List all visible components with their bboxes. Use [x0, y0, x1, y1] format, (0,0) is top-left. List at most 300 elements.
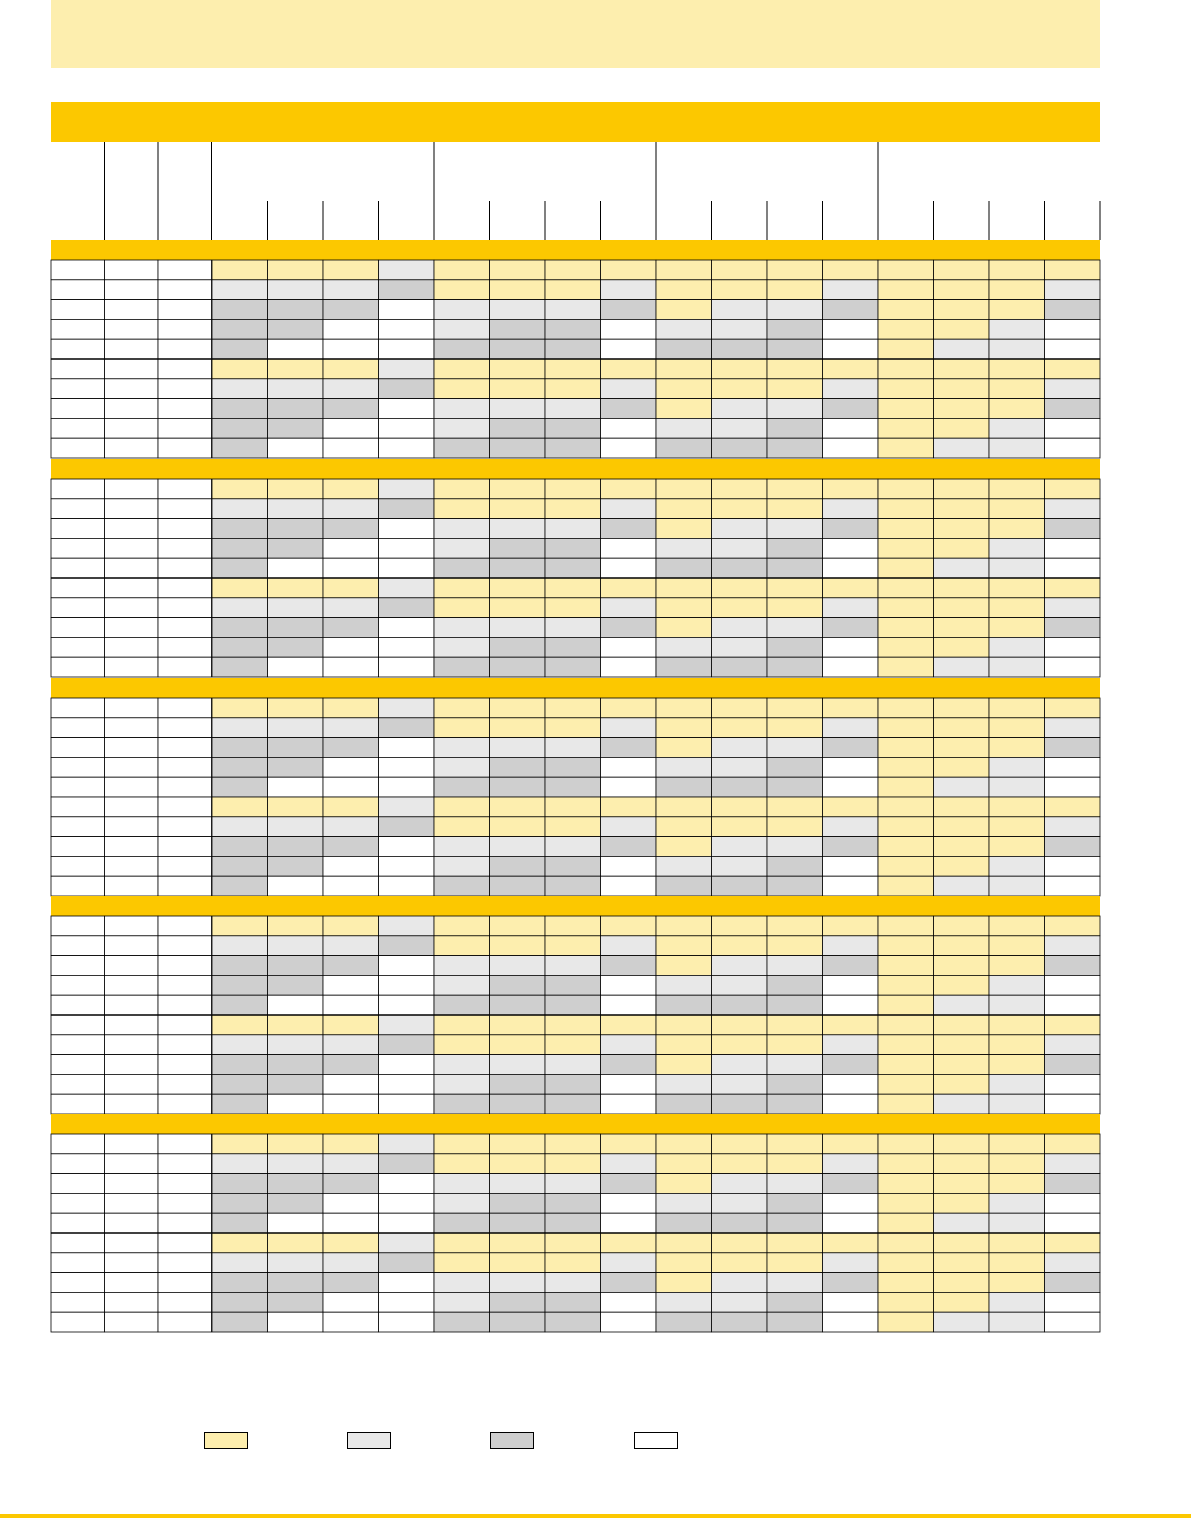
status-cell — [490, 757, 546, 777]
status-cell — [379, 936, 435, 956]
status-cell — [878, 718, 934, 738]
status-cell — [490, 1312, 546, 1332]
status-cell — [434, 1312, 490, 1332]
status-cell — [878, 399, 934, 419]
status-cell — [268, 1035, 324, 1055]
status-cell — [1045, 479, 1101, 499]
status-cell — [601, 1035, 657, 1055]
status-cell — [989, 876, 1045, 896]
table-cell — [158, 698, 212, 718]
status-cell — [767, 1035, 823, 1055]
status-cell — [323, 1233, 379, 1253]
status-cell — [434, 916, 490, 936]
status-cell — [434, 1273, 490, 1293]
status-cell — [1045, 538, 1101, 558]
status-cell — [1045, 837, 1101, 857]
status-cell — [767, 1312, 823, 1332]
status-cell — [934, 1055, 990, 1075]
status-cell — [878, 280, 934, 300]
status-cell — [379, 379, 435, 399]
table-cell — [51, 1015, 105, 1035]
section-band — [51, 459, 1100, 479]
status-cell — [268, 936, 324, 956]
status-cell — [934, 319, 990, 339]
status-cell — [268, 1134, 324, 1154]
status-cell — [989, 319, 1045, 339]
status-cell — [434, 956, 490, 976]
status-cell — [379, 1312, 435, 1332]
status-cell — [1045, 399, 1101, 419]
status-cell — [712, 797, 768, 817]
status-cell — [767, 916, 823, 936]
status-cell — [656, 359, 712, 379]
table-cell — [51, 777, 105, 797]
status-cell — [490, 1292, 546, 1312]
table-cell — [105, 359, 159, 379]
status-cell — [268, 657, 324, 677]
status-cell — [268, 260, 324, 280]
status-cell — [656, 538, 712, 558]
status-cell — [989, 698, 1045, 718]
status-cell — [712, 339, 768, 359]
status-cell — [434, 578, 490, 598]
status-cell — [989, 479, 1045, 499]
status-cell — [878, 558, 934, 578]
status-cell — [656, 817, 712, 837]
status-cell — [1045, 319, 1101, 339]
status-cell — [934, 538, 990, 558]
table-cell — [158, 718, 212, 738]
status-cell — [379, 578, 435, 598]
status-cell — [212, 618, 268, 638]
status-cell — [823, 418, 879, 438]
status-cell — [212, 1015, 268, 1035]
status-cell — [323, 1094, 379, 1114]
status-cell — [545, 1015, 601, 1035]
status-cell — [545, 1134, 601, 1154]
table-cell — [51, 379, 105, 399]
status-cell — [767, 558, 823, 578]
status-cell — [545, 916, 601, 936]
status-cell — [323, 936, 379, 956]
status-cell — [601, 418, 657, 438]
status-cell — [878, 1312, 934, 1332]
status-cell — [656, 1134, 712, 1154]
status-cell — [656, 438, 712, 458]
status-cell — [268, 479, 324, 499]
status-cell — [656, 975, 712, 995]
status-cell — [268, 916, 324, 936]
status-cell — [712, 1213, 768, 1233]
status-cell — [268, 1292, 324, 1312]
status-cell — [323, 738, 379, 758]
status-cell — [878, 1213, 934, 1233]
status-cell — [712, 399, 768, 419]
status-cell — [323, 438, 379, 458]
status-cell — [878, 618, 934, 638]
status-cell — [1045, 995, 1101, 1015]
status-cell — [268, 797, 324, 817]
status-cell — [268, 519, 324, 539]
status-cell — [767, 1193, 823, 1213]
status-cell — [379, 975, 435, 995]
status-cell — [656, 1055, 712, 1075]
status-cell — [490, 1015, 546, 1035]
status-cell — [712, 975, 768, 995]
status-cell — [656, 1213, 712, 1233]
status-cell — [434, 319, 490, 339]
table-cell — [105, 876, 159, 896]
status-cell — [712, 519, 768, 539]
status-cell — [712, 956, 768, 976]
status-cell — [989, 817, 1045, 837]
status-cell — [434, 777, 490, 797]
status-cell — [490, 1193, 546, 1213]
status-cell — [656, 1174, 712, 1194]
status-cell — [712, 1094, 768, 1114]
status-cell — [268, 578, 324, 598]
table-cell — [51, 718, 105, 738]
status-cell — [989, 618, 1045, 638]
table-cell — [51, 1213, 105, 1233]
status-cell — [434, 438, 490, 458]
status-cell — [601, 1074, 657, 1094]
status-cell — [601, 598, 657, 618]
status-cell — [656, 1312, 712, 1332]
status-cell — [323, 1134, 379, 1154]
status-cell — [434, 1015, 490, 1035]
status-cell — [823, 777, 879, 797]
status-cell — [490, 738, 546, 758]
status-cell — [323, 876, 379, 896]
status-cell — [212, 339, 268, 359]
status-cell — [379, 777, 435, 797]
status-cell — [212, 1233, 268, 1253]
status-cell — [712, 1174, 768, 1194]
status-cell — [490, 1094, 546, 1114]
table-cell — [105, 618, 159, 638]
status-cell — [989, 399, 1045, 419]
status-cell — [601, 300, 657, 320]
status-cell — [545, 698, 601, 718]
status-cell — [1045, 1055, 1101, 1075]
status-cell — [934, 1015, 990, 1035]
status-cell — [545, 837, 601, 857]
status-cell — [1045, 418, 1101, 438]
status-cell — [268, 975, 324, 995]
status-cell — [878, 1253, 934, 1273]
status-cell — [379, 1154, 435, 1174]
status-cell — [1045, 1312, 1101, 1332]
status-cell — [712, 438, 768, 458]
status-cell — [989, 438, 1045, 458]
status-cell — [656, 1035, 712, 1055]
status-cell — [989, 558, 1045, 578]
status-cell — [490, 1233, 546, 1253]
status-cell — [490, 260, 546, 280]
table-cell — [105, 399, 159, 419]
status-cell — [268, 995, 324, 1015]
status-cell — [268, 1154, 324, 1174]
status-cell — [379, 817, 435, 837]
status-cell — [323, 558, 379, 578]
legend-swatch-yellow — [204, 1432, 248, 1449]
status-cell — [989, 519, 1045, 539]
status-cell — [989, 837, 1045, 857]
status-cell — [601, 399, 657, 419]
status-cell — [878, 777, 934, 797]
status-cell — [379, 1035, 435, 1055]
table-cell — [51, 1233, 105, 1253]
status-cell — [212, 1312, 268, 1332]
status-cell — [268, 1094, 324, 1114]
status-cell — [268, 1233, 324, 1253]
status-cell — [767, 956, 823, 976]
status-cell — [434, 418, 490, 438]
status-cell — [268, 359, 324, 379]
status-cell — [323, 837, 379, 857]
status-cell — [767, 300, 823, 320]
status-cell — [323, 1253, 379, 1273]
status-cell — [878, 479, 934, 499]
table-cell — [51, 519, 105, 539]
status-cell — [767, 1154, 823, 1174]
status-cell — [767, 578, 823, 598]
status-cell — [1045, 637, 1101, 657]
status-cell — [934, 379, 990, 399]
status-cell — [878, 1233, 934, 1253]
status-cell — [989, 578, 1045, 598]
status-cell — [767, 538, 823, 558]
status-cell — [601, 1312, 657, 1332]
status-cell — [878, 260, 934, 280]
status-cell — [656, 618, 712, 638]
status-cell — [434, 718, 490, 738]
status-cell — [601, 1193, 657, 1213]
table-cell — [105, 1015, 159, 1035]
status-cell — [656, 379, 712, 399]
table-cell — [105, 499, 159, 519]
status-cell — [434, 856, 490, 876]
status-cell — [601, 916, 657, 936]
table-cell — [158, 1273, 212, 1293]
status-cell — [601, 856, 657, 876]
status-cell — [490, 817, 546, 837]
status-cell — [656, 1193, 712, 1213]
status-cell — [878, 1035, 934, 1055]
status-cell — [823, 637, 879, 657]
status-cell — [323, 1154, 379, 1174]
status-cell — [379, 260, 435, 280]
status-cell — [268, 280, 324, 300]
status-cell — [545, 1253, 601, 1273]
table-cell — [158, 876, 212, 896]
status-cell — [490, 1134, 546, 1154]
table-cell — [51, 1094, 105, 1114]
status-cell — [379, 319, 435, 339]
status-cell — [656, 757, 712, 777]
status-cell — [490, 499, 546, 519]
status-cell — [379, 1213, 435, 1233]
status-cell — [545, 300, 601, 320]
status-cell — [989, 657, 1045, 677]
status-cell — [823, 1233, 879, 1253]
status-cell — [823, 1193, 879, 1213]
status-cell — [601, 359, 657, 379]
status-cell — [434, 817, 490, 837]
legend-swatch-white — [634, 1432, 678, 1449]
table-cell — [105, 1312, 159, 1332]
status-cell — [434, 757, 490, 777]
status-cell — [934, 438, 990, 458]
status-cell — [712, 1134, 768, 1154]
status-cell — [490, 300, 546, 320]
table-cell — [51, 319, 105, 339]
status-cell — [1045, 777, 1101, 797]
table-cell — [51, 797, 105, 817]
table-cell — [158, 558, 212, 578]
status-cell — [601, 1134, 657, 1154]
status-cell — [323, 817, 379, 837]
table-cell — [105, 637, 159, 657]
status-cell — [212, 260, 268, 280]
status-cell — [434, 479, 490, 499]
status-cell — [767, 1074, 823, 1094]
status-cell — [878, 757, 934, 777]
status-cell — [934, 757, 990, 777]
status-cell — [878, 1193, 934, 1213]
status-cell — [1045, 1015, 1101, 1035]
status-cell — [379, 359, 435, 379]
status-cell — [878, 657, 934, 677]
status-cell — [1045, 876, 1101, 896]
status-cell — [823, 1292, 879, 1312]
section-band — [51, 240, 1100, 260]
status-cell — [545, 1055, 601, 1075]
status-cell — [379, 1055, 435, 1075]
status-cell — [767, 876, 823, 896]
status-cell — [212, 1094, 268, 1114]
status-cell — [545, 359, 601, 379]
status-cell — [490, 956, 546, 976]
status-cell — [268, 618, 324, 638]
status-cell — [434, 1292, 490, 1312]
status-cell — [268, 1253, 324, 1273]
status-cell — [545, 319, 601, 339]
status-cell — [989, 1055, 1045, 1075]
status-cell — [656, 837, 712, 857]
status-cell — [212, 657, 268, 677]
status-cell — [379, 1193, 435, 1213]
status-cell — [712, 657, 768, 677]
status-cell — [212, 1134, 268, 1154]
status-cell — [601, 538, 657, 558]
status-cell — [1045, 757, 1101, 777]
status-cell — [712, 418, 768, 438]
status-cell — [490, 1213, 546, 1233]
status-cell — [601, 1094, 657, 1114]
status-cell — [767, 797, 823, 817]
table-cell — [158, 1253, 212, 1273]
status-cell — [934, 1253, 990, 1273]
table-cell — [105, 479, 159, 499]
status-cell — [989, 637, 1045, 657]
table-cell — [51, 738, 105, 758]
status-cell — [989, 936, 1045, 956]
status-cell — [212, 738, 268, 758]
status-cell — [1045, 1094, 1101, 1114]
table-cell — [51, 578, 105, 598]
table-cell — [158, 598, 212, 618]
status-cell — [1045, 300, 1101, 320]
table-cell — [158, 757, 212, 777]
status-cell — [878, 817, 934, 837]
status-cell — [323, 1174, 379, 1194]
table-cell — [105, 1292, 159, 1312]
status-cell — [878, 598, 934, 618]
status-cell — [767, 777, 823, 797]
status-cell — [878, 916, 934, 936]
table-cell — [51, 280, 105, 300]
status-cell — [656, 1094, 712, 1114]
status-cell — [656, 418, 712, 438]
status-cell — [601, 777, 657, 797]
status-cell — [934, 499, 990, 519]
status-cell — [434, 797, 490, 817]
table-cell — [158, 777, 212, 797]
status-cell — [656, 499, 712, 519]
status-cell — [1045, 339, 1101, 359]
status-cell — [379, 916, 435, 936]
status-cell — [545, 578, 601, 598]
table-cell — [51, 856, 105, 876]
status-cell — [379, 718, 435, 738]
status-cell — [1045, 738, 1101, 758]
status-cell — [767, 975, 823, 995]
table-cell — [51, 1134, 105, 1154]
table-cell — [158, 936, 212, 956]
status-cell — [545, 558, 601, 578]
status-cell — [989, 260, 1045, 280]
status-cell — [934, 260, 990, 280]
status-cell — [601, 817, 657, 837]
status-cell — [434, 1055, 490, 1075]
status-cell — [268, 1055, 324, 1075]
status-cell — [490, 995, 546, 1015]
status-cell — [379, 856, 435, 876]
status-cell — [212, 975, 268, 995]
status-cell — [823, 339, 879, 359]
status-cell — [601, 280, 657, 300]
status-cell — [712, 757, 768, 777]
table-cell — [51, 598, 105, 618]
status-cell — [323, 1273, 379, 1293]
status-cell — [434, 379, 490, 399]
status-cell — [823, 1154, 879, 1174]
status-cell — [767, 657, 823, 677]
status-cell — [823, 757, 879, 777]
table-cell — [158, 1174, 212, 1194]
status-cell — [490, 280, 546, 300]
status-cell — [212, 300, 268, 320]
status-cell — [989, 1193, 1045, 1213]
status-cell — [989, 1154, 1045, 1174]
status-cell — [212, 598, 268, 618]
status-cell — [545, 618, 601, 638]
status-cell — [934, 657, 990, 677]
status-cell — [323, 1015, 379, 1035]
status-cell — [490, 558, 546, 578]
